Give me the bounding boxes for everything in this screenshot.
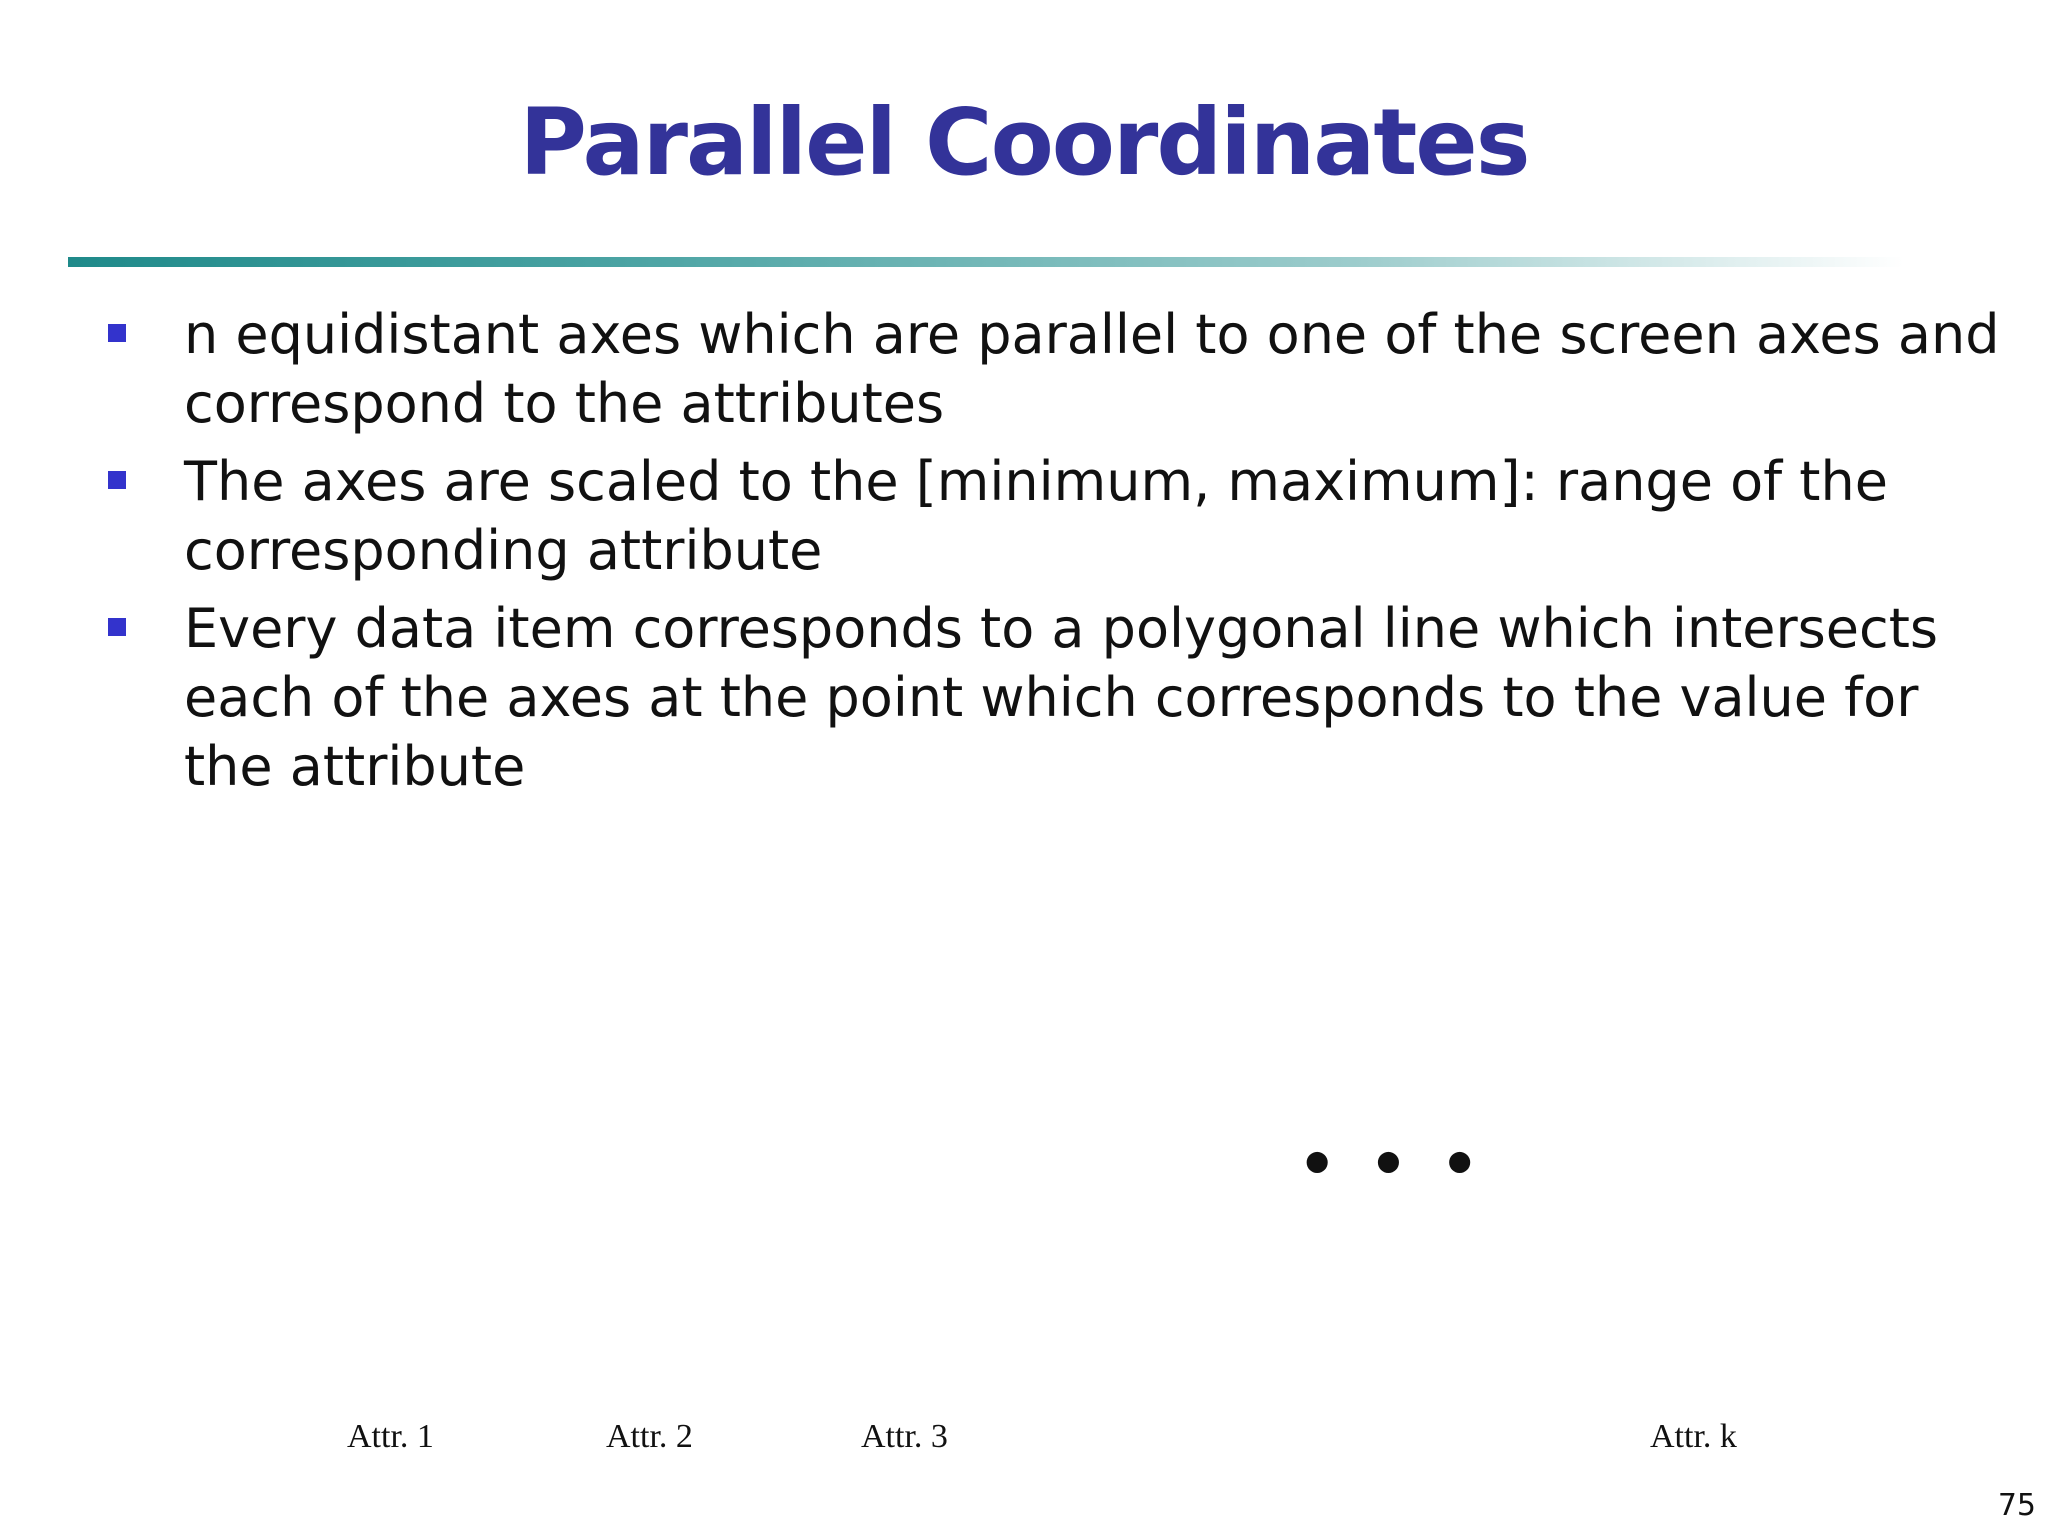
title-divider [68, 257, 1904, 267]
bullet-text: The axes are scaled to the [minimum, maximum]: range of the corresponding attribute [184, 450, 1888, 582]
ellipsis: • • • [1298, 1130, 1485, 1200]
page-number: 75 [1997, 1488, 2036, 1523]
axis-label-attr-k: Attr. k [1650, 1418, 1737, 1455]
bullet-item [108, 300, 2008, 438]
square-bullet-icon [108, 324, 126, 342]
bullet-item [108, 447, 2008, 585]
bullet-text: Every data item corresponds to a polygonal line which intersects each of the axes at the point which corresponds to the value for the attribute [184, 597, 1939, 798]
square-bullet-icon [108, 471, 126, 489]
bullet-list [108, 300, 2008, 810]
axis-label-attr-1: Attr. 1 [347, 1418, 434, 1455]
square-bullet-icon [108, 618, 126, 636]
axis-label-attr-2: Attr. 2 [606, 1418, 693, 1455]
bullet-text: n equidistant axes which are parallel to one of the screen axes and correspond to the attributes [184, 303, 2000, 435]
bullet-item [108, 594, 2008, 801]
slide-title: Parallel Coordinates [519, 89, 1529, 196]
axis-label-attr-3: Attr. 3 [861, 1418, 948, 1455]
